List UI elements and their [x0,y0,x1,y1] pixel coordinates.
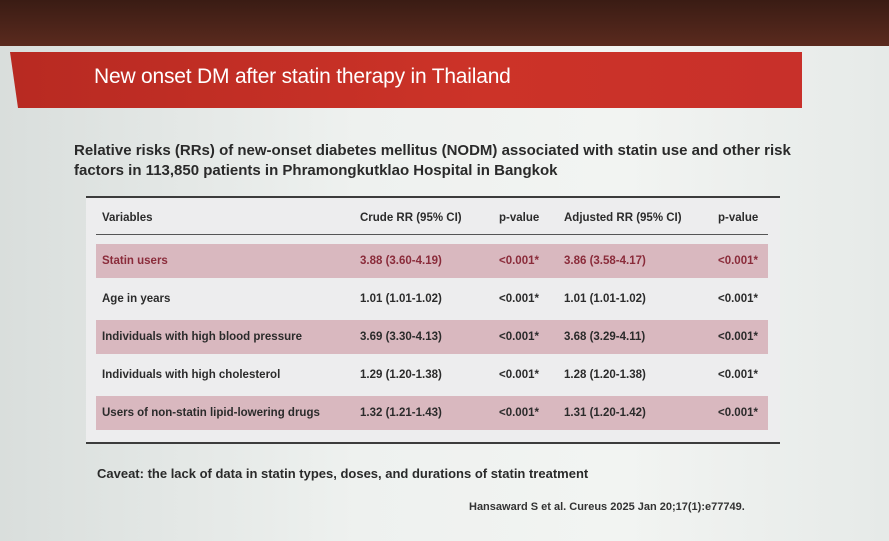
row-variable: Individuals with high blood pressure [102,331,302,343]
table-row [96,282,768,316]
row-crude-rr: 1.01 (1.01-1.02) [360,293,442,305]
row-p-value-crude: <0.001* [499,293,539,305]
row-p-value-crude: <0.001* [499,407,539,419]
table-row [96,244,768,278]
header-variables: Variables [102,212,153,224]
row-variable: Statin users [102,255,168,267]
row-variable: Age in years [102,293,171,305]
row-adjusted-rr: 1.01 (1.01-1.02) [564,293,646,305]
table-row [96,320,768,354]
row-p-value-crude: <0.001* [499,369,539,381]
row-p-value-adjusted: <0.001* [718,255,758,267]
row-adjusted-rr: 3.86 (3.58-4.17) [564,255,646,267]
row-p-value-adjusted: <0.001* [718,369,758,381]
row-adjusted-rr: 3.68 (3.29-4.11) [564,331,646,343]
citation: Hansaward S et al. Cureus 2025 Jan 20;17(1):e77749. [469,501,745,513]
row-crude-rr: 1.32 (1.21-1.43) [360,407,442,419]
row-crude-rr: 1.29 (1.20-1.38) [360,369,442,381]
results-table [86,196,780,444]
row-p-value-adjusted: <0.001* [718,293,758,305]
table-header-row [96,202,768,235]
row-adjusted-rr: 1.31 (1.20-1.42) [564,407,646,419]
row-p-value-adjusted: <0.001* [718,331,758,343]
row-variable: Users of non-statin lipid-lowering drugs [102,407,320,419]
row-p-value-crude: <0.001* [499,331,539,343]
header-p-value-crude: p-value [499,212,540,224]
header-p-value-adjusted: p-value [718,212,759,224]
row-p-value-crude: <0.001* [499,255,539,267]
header-crude-rr: Crude RR (95% CI) [360,212,462,224]
row-adjusted-rr: 1.28 (1.20-1.38) [564,369,646,381]
header-adjusted-rr: Adjusted RR (95% CI) [564,212,682,224]
row-crude-rr: 3.69 (3.30-4.13) [360,331,442,343]
row-variable: Individuals with high cholesterol [102,369,281,381]
slide-title: New onset DM after statin therapy in Thailand [94,65,511,88]
table-row [96,358,768,392]
caveat-note: Caveat: the lack of data in statin types, doses, and durations of statin treatment [97,466,589,481]
row-crude-rr: 3.88 (3.60-4.19) [360,255,442,267]
top-dark-bar [0,0,889,46]
table-caption: Relative risks (RRs) of new-onset diabetes mellitus (NODM) associated with statin use and other risk factors in 113,850 patients in Phramongkutklao Hospital in Bangkok [74,142,791,179]
row-p-value-adjusted: <0.001* [718,407,758,419]
table-row [96,396,768,430]
